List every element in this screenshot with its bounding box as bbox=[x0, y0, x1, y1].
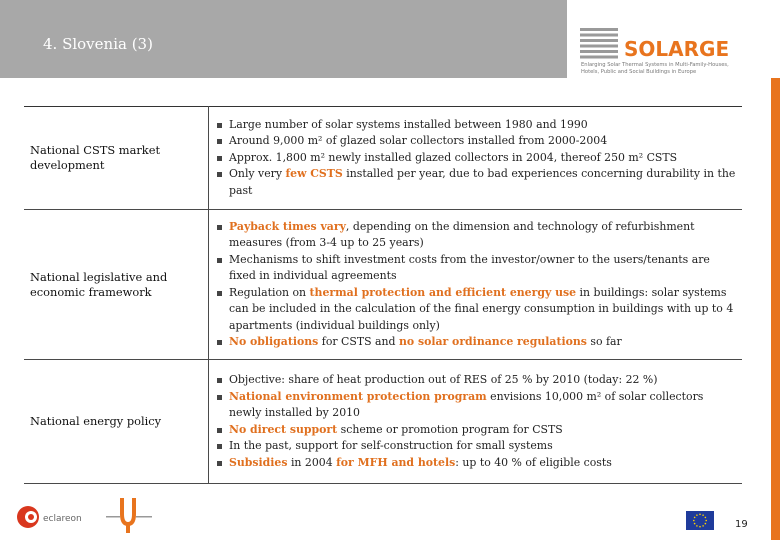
orange-side-bar bbox=[771, 78, 780, 540]
eu-star-icon bbox=[699, 514, 701, 516]
bullet-text: in buildings: solar systems can be included in the calculation of the final energy consumption in buildings with up to 4 apartments (individual buildings only) bbox=[229, 285, 734, 332]
bullet-item bbox=[217, 285, 738, 335]
table-row bbox=[24, 210, 742, 360]
eu-star-icon bbox=[694, 523, 696, 525]
bullet-item bbox=[217, 219, 738, 252]
row-label: National legislative and economic framework bbox=[24, 210, 209, 360]
eu-star-icon bbox=[705, 523, 707, 525]
bullet-text: so far bbox=[586, 335, 622, 348]
bullet-item bbox=[217, 150, 738, 167]
bullet-item bbox=[217, 422, 738, 439]
bullet-text: Large number of solar systems installed between 1980 and 1990 bbox=[229, 117, 588, 131]
bullet-text: Mechanisms to shift investment costs from the investor/owner to the users/tenants are fixed in individual agreements bbox=[229, 252, 710, 282]
highlight-text: No direct support bbox=[229, 422, 338, 436]
highlight-text: National environment protection program bbox=[229, 389, 487, 403]
eu-star-icon bbox=[694, 517, 696, 519]
row-label: National CSTS market development bbox=[24, 107, 209, 210]
logo-tagline-2: Hotels, Public and Social Buildings in Europe bbox=[581, 69, 697, 75]
bullet-text: Around 9,000 m² of glazed solar collectors installed from 2000-2004 bbox=[229, 134, 608, 148]
highlight-text: for MFH and hotels bbox=[336, 455, 456, 469]
bullet-text: In the past, support for self-construction for small systems bbox=[229, 439, 553, 452]
eu-star-icon bbox=[702, 514, 704, 516]
bullet-item bbox=[217, 438, 738, 455]
bullet-text: for CSTS and bbox=[318, 335, 399, 348]
bullet-text: Approx. 1,800 m² newly installed glazed collectors in 2004, thereof 250 m² CSTS bbox=[229, 150, 678, 164]
bullet-text: installed per year, due to bad experiences concerning durability in the past bbox=[229, 167, 736, 197]
row-bullets bbox=[209, 360, 743, 484]
content-table bbox=[24, 106, 742, 484]
page-number: 19 bbox=[735, 519, 748, 530]
row-label: National energy policy bbox=[24, 360, 209, 484]
bullet-item bbox=[217, 372, 738, 389]
bullet-text: , depending on the dimension and technology of refurbishment measures (from 3-4 up to 25 years) bbox=[229, 219, 695, 249]
highlight-text: thermal protection and efficient energy use bbox=[309, 285, 577, 299]
eu-star-icon bbox=[696, 514, 698, 516]
eu-star-icon bbox=[705, 517, 707, 519]
eu-star-icon bbox=[693, 520, 695, 522]
bullet-text: : up to 40 % of eligible costs bbox=[455, 455, 612, 469]
bullet-text: in 2004 bbox=[287, 455, 337, 469]
bullet-text: Regulation on bbox=[229, 285, 310, 299]
bullet-text: Only very bbox=[229, 167, 286, 181]
highlight-text: Subsidies bbox=[229, 455, 288, 469]
eu-star-icon bbox=[699, 526, 701, 528]
logo-name: SOLARGE bbox=[624, 37, 730, 61]
partner-1-name: eclareon bbox=[43, 514, 82, 524]
bullet-item bbox=[217, 133, 738, 150]
bullet-item bbox=[217, 117, 738, 134]
bullet-item bbox=[217, 455, 738, 472]
bullet-text: scheme or promotion program for CSTS bbox=[337, 422, 563, 436]
eu-star-icon bbox=[702, 525, 704, 527]
table-row bbox=[24, 107, 742, 210]
bullet-item bbox=[217, 166, 738, 199]
bullet-text: envisions 10,000 m² of solar collectors newly installed by 2010 bbox=[229, 389, 704, 419]
highlight-text: No obligations bbox=[229, 335, 319, 348]
row-bullets bbox=[209, 210, 743, 360]
slide-title: 4. Slovenia (3) bbox=[43, 35, 153, 53]
eu-star-icon bbox=[696, 525, 698, 527]
solarge-logo bbox=[580, 28, 765, 80]
highlight-text: few CSTS bbox=[285, 167, 343, 181]
bullet-text: Objective: share of heat production out of RES of 25 % by 2010 (today: 22 %) bbox=[229, 373, 658, 386]
bullet-item bbox=[217, 389, 738, 422]
row-bullets bbox=[209, 107, 743, 210]
bullet-item bbox=[217, 334, 738, 351]
eclareon-logo bbox=[14, 500, 94, 534]
partner-logo bbox=[104, 494, 164, 534]
highlight-text: Payback times vary bbox=[229, 219, 346, 233]
highlight-text: no solar ordinance regulations bbox=[398, 335, 587, 348]
logo-tagline-1: Enlarging Solar Thermal Systems in Multi-Family-Houses, bbox=[581, 62, 729, 68]
eu-star-icon bbox=[705, 520, 707, 522]
table-row bbox=[24, 360, 742, 484]
eu-flag-icon bbox=[686, 511, 714, 530]
bullet-item bbox=[217, 252, 738, 285]
